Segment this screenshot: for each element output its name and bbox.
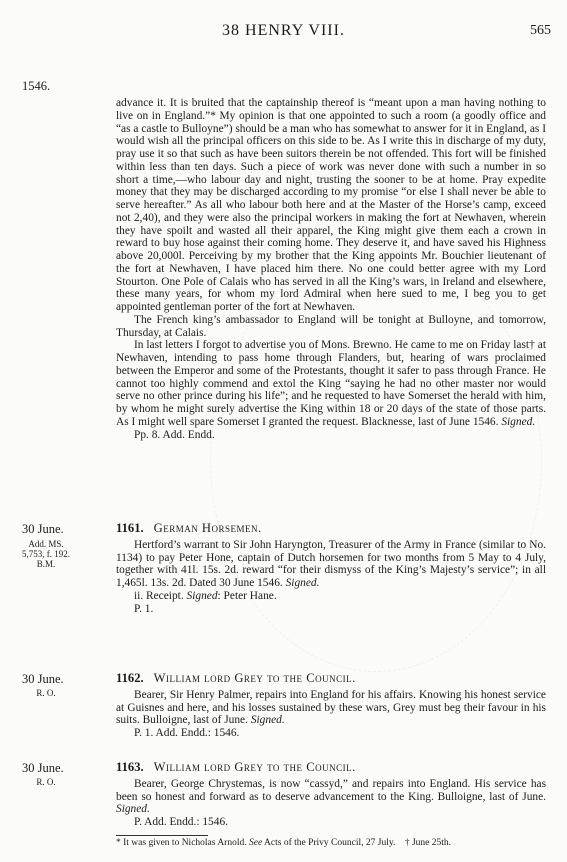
margin-1163 xyxy=(22,762,110,787)
entry-title: William lord Grey to the Council. xyxy=(153,760,356,774)
letter-paragraph: The French king’s ambassador to England will be tonight at Bulloyne, and tomorrow, Thursday, at Calais. xyxy=(116,313,546,339)
entry-number: 1163. xyxy=(116,760,144,774)
entry-heading xyxy=(116,522,546,535)
running-header-title: 38 HENRY VIII. xyxy=(222,22,345,39)
footnote-rule xyxy=(116,835,208,836)
page-number: 565 xyxy=(530,23,551,38)
entry-text-body: Bearer, George Chrystemas, is now “cassyd,” and repairs into England. His service has been so honest and forward as to deserve advancement to the King. Bulloigne, last of June. xyxy=(116,777,546,803)
source-ref: R. O. xyxy=(36,688,56,698)
entry-1162 xyxy=(116,672,546,740)
entry-1161 xyxy=(116,522,546,615)
entry-date: 30 June. xyxy=(22,672,64,686)
signed-note: Signed. xyxy=(250,714,285,727)
footnote-text: † June 25th. xyxy=(404,838,452,848)
entry-text xyxy=(116,689,546,727)
document-meta: P. Add. Endd.: 1546. xyxy=(134,816,228,828)
receipt-label: ii. Receipt. xyxy=(134,589,184,602)
entry-title: German Horsemen. xyxy=(153,521,262,535)
document-meta: Pp. 8. Add. Endd. xyxy=(134,428,215,441)
entry-number: 1161. xyxy=(116,521,144,535)
source-ref: R. O. xyxy=(36,777,56,787)
document-meta: P. 1. Add. Endd.: 1546. xyxy=(134,727,240,739)
source-ref-line: B.M. xyxy=(36,559,56,569)
entry-heading xyxy=(116,672,546,685)
signed-note: Signed. xyxy=(501,415,536,428)
entry-date: 30 June. xyxy=(22,761,64,775)
entry-text xyxy=(116,778,546,816)
year-label: 1546. xyxy=(22,79,51,93)
source-ref xyxy=(22,539,70,569)
entry-heading xyxy=(116,761,546,774)
entry-text-body: Hertford’s warrant to Sir John Haryngton, Treasurer of the Army in France (similar to No. 1134) to pay Peter Hone, captain of Dutch horsemen for two months from 5 May to 4 July, together with 41l. 15s. 2d. reward “for their dismyss of the King’s Majesty’s service”; in all 1,465l. 13s. 2d. Dated 30 June 1546. xyxy=(116,538,546,589)
signed-note: Signed. xyxy=(285,577,320,589)
letter-paragraph xyxy=(116,339,546,428)
entry-text xyxy=(116,539,546,590)
source-ref-line: 5,753, f. 192. xyxy=(22,549,70,559)
entry-1163 xyxy=(116,761,546,829)
margin-year xyxy=(22,80,110,92)
letter-continuation xyxy=(116,97,546,441)
signed-note: Signed xyxy=(186,589,218,602)
margin-1161 xyxy=(22,523,110,569)
letter-paragraph: advance it. It is bruited that the captainship thereof is “meant upon a man having nothing to live on in England.”* My opinion is that one appointed to such a room (a goodly office and “as a castle to Bulloyne”) should be a man who has somewhat to answer for it in England, as I would wish all the principal officers on this side to be. As I write this in discharge of my duty, pray use it so that such as have been suitors therein be not offended. This fort will be finished within less than ten days. Such a piece of work was never done with such a number in so short a time,—who labour day and night, trusting the sooner to be at home. Pray expedite money that they may be discharged according to my promise “or else I shall never be able to serve hereafter.” As all who labour both here and at the Master of the Horse’s camp, exceed not 2,40), and they were also the principal workers in making the fort at Newhaven, wherein they have spoilt and wasted all their apparel, the King might give them each a crown in reward to buy hose against their coming home. They deserve it, and have saved his Highness above 20,000l. Perceiving by my brother that the King appoints Mr. Bouchier lieutenant of the fort at Newhaven, I have placed him there. No one could better agree with my Lord Stourton. One Pole of Calais who has served in all the King’s wars, in Ireland and elsewhere, these many years, for whom my lord Admiral when here sued to me, I beg you to get appointed gentleman porter of the fort at Newhaven. xyxy=(116,97,546,313)
entry-date: 30 June. xyxy=(22,522,64,536)
entry-title: William lord Grey to the Council. xyxy=(153,671,356,685)
receipt-line xyxy=(116,590,546,603)
entry-number: 1162. xyxy=(116,671,144,685)
letter-paragraph-text: In last letters I forgot to advertise you of Mons. Brewno. He came to me on Friday last† at Newhaven, intending to pass home through Flanders, but, hearing of wars proclaimed between the Emperor and some of the Protestants, thought it safer to pass through France. He cannot too highly commend and extol the King “saying he had no other master nor would serve no other prince during his life”; and he requested to have Somerset the herald with him, by whom he might surely advertise the King within 18 or 20 days of the state of those parts. As I might well spare Somerset I granted the request. Blacknesse, last of June 1546. xyxy=(116,339,546,428)
footnote-text: Acts of the Privy Council, 27 July. xyxy=(264,838,396,848)
footnotes xyxy=(116,838,546,849)
document-meta: P. 1. xyxy=(134,602,154,615)
margin-1162 xyxy=(22,673,110,698)
receipt-name: : Peter Hane. xyxy=(217,589,277,602)
signed-note: Signed. xyxy=(116,803,150,816)
footnote-see: See xyxy=(248,838,263,848)
entry-text-body: Bearer, Sir Henry Palmer, repairs into England for his affairs. Knowing his honest service at Guisnes and here, and his losses sustained by these wars, Grey must beg their favour in his suits. Bulloigne, last of June. xyxy=(116,688,546,727)
source-ref-line: Add. MS. xyxy=(28,539,64,549)
footnote-text: * It was given to Nicholas Arnold. xyxy=(116,838,247,848)
